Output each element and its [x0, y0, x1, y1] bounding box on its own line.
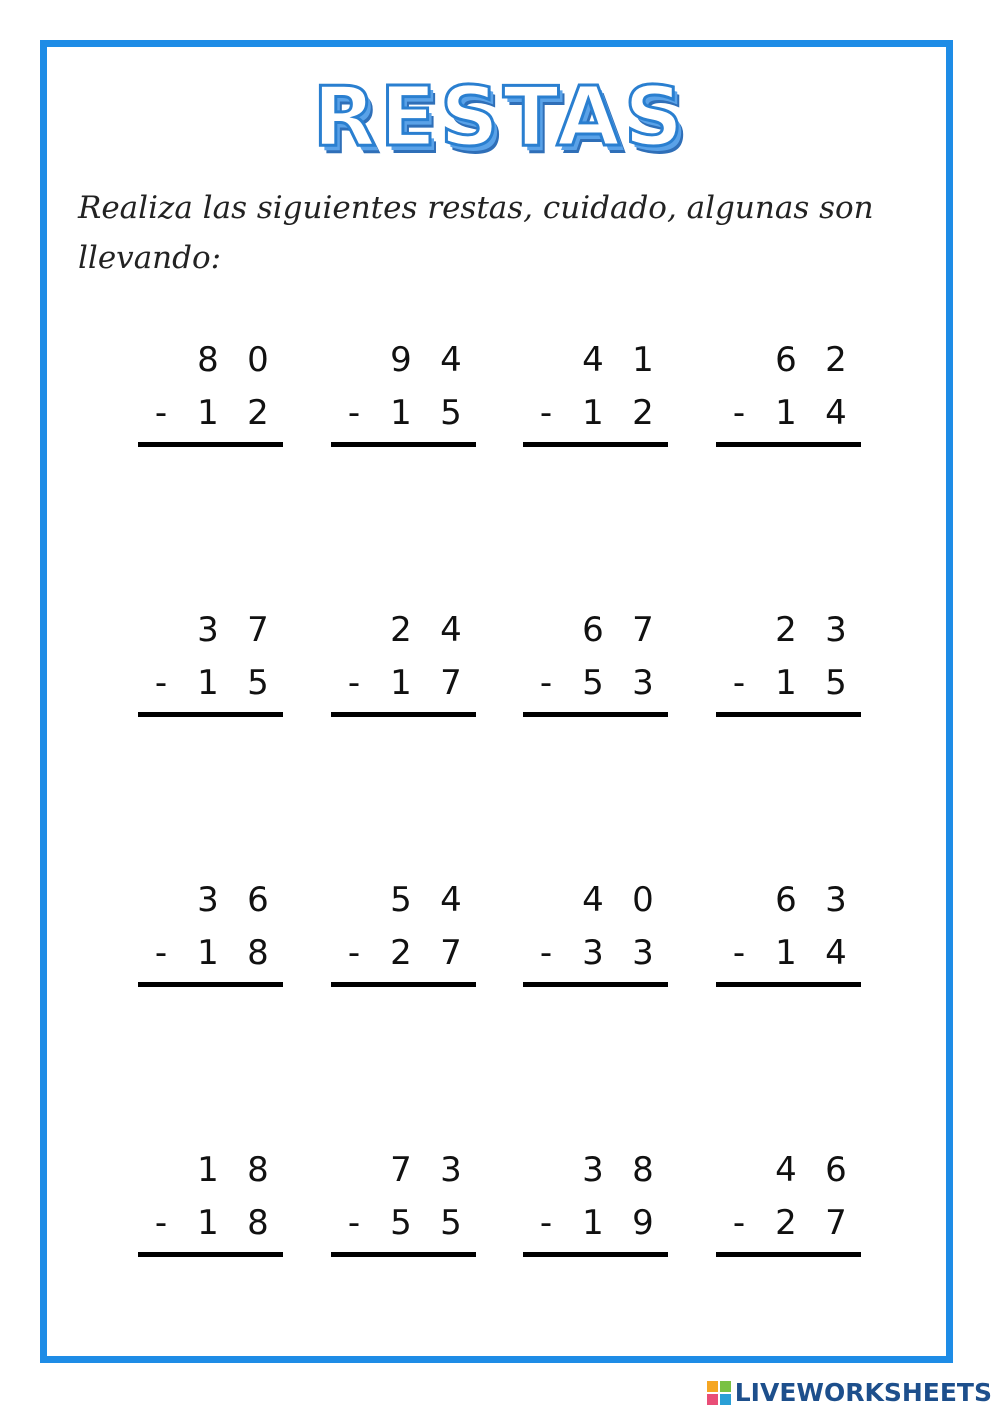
minuend-ones-digit: 6	[247, 880, 269, 920]
minuend-ones-digit: 8	[632, 1150, 654, 1190]
answer-line	[331, 1252, 476, 1257]
minuend-ones-digit: 0	[247, 340, 269, 380]
minuend	[138, 340, 283, 390]
minus-sign: -	[732, 393, 746, 433]
subtraction-problem	[138, 610, 283, 720]
subtraction-problem	[331, 340, 476, 450]
subtrahend-tens-digit: 1	[775, 663, 797, 703]
subtrahend-tens-digit: 2	[390, 933, 412, 973]
subtrahend	[523, 393, 668, 443]
subtraction-problem	[716, 880, 861, 990]
subtrahend	[331, 393, 476, 443]
minus-sign: -	[347, 663, 361, 703]
subtrahend	[716, 933, 861, 983]
minuend	[523, 610, 668, 660]
subtrahend-tens-digit: 3	[582, 933, 604, 973]
minuend-ones-digit: 1	[632, 340, 654, 380]
subtraction-problem	[716, 340, 861, 450]
subtraction-problem	[716, 1150, 861, 1260]
answer-line	[331, 712, 476, 717]
minuend	[716, 340, 861, 390]
subtraction-problem	[331, 880, 476, 990]
minus-sign: -	[154, 1203, 168, 1243]
subtrahend	[716, 1203, 861, 1253]
subtrahend	[331, 933, 476, 983]
minuend-ones-digit: 2	[825, 340, 847, 380]
subtrahend-tens-digit: 5	[390, 1203, 412, 1243]
minus-sign: -	[154, 933, 168, 973]
minuend-tens-digit: 4	[775, 1150, 797, 1190]
subtrahend-ones-digit: 7	[440, 933, 462, 973]
minuend-ones-digit: 8	[247, 1150, 269, 1190]
answer-line	[523, 712, 668, 717]
subtraction-problem	[523, 880, 668, 990]
subtrahend-tens-digit: 1	[197, 393, 219, 433]
minuend	[716, 1150, 861, 1200]
answer-line	[138, 442, 283, 447]
subtrahend-ones-digit: 8	[247, 933, 269, 973]
subtraction-problem	[716, 610, 861, 720]
subtrahend	[523, 1203, 668, 1253]
minuend-ones-digit: 6	[825, 1150, 847, 1190]
subtraction-problem	[331, 610, 476, 720]
minus-sign: -	[732, 933, 746, 973]
minuend-ones-digit: 4	[440, 610, 462, 650]
answer-line	[138, 1252, 283, 1257]
subtrahend-tens-digit: 1	[197, 663, 219, 703]
minuend	[138, 880, 283, 930]
subtrahend-ones-digit: 9	[632, 1203, 654, 1243]
minuend-ones-digit: 3	[825, 610, 847, 650]
answer-line	[138, 712, 283, 717]
answer-line	[523, 982, 668, 987]
minuend-tens-digit: 2	[775, 610, 797, 650]
logo-square	[720, 1394, 731, 1405]
subtraction-problem	[138, 1150, 283, 1260]
subtraction-problem	[523, 610, 668, 720]
minus-sign: -	[154, 663, 168, 703]
subtraction-problem	[138, 880, 283, 990]
subtrahend-tens-digit: 1	[775, 933, 797, 973]
subtrahend-tens-digit: 1	[390, 663, 412, 703]
subtrahend-ones-digit: 3	[632, 933, 654, 973]
subtrahend	[716, 393, 861, 443]
minuend	[523, 880, 668, 930]
minuend-tens-digit: 5	[390, 880, 412, 920]
answer-line	[716, 1252, 861, 1257]
subtrahend-tens-digit: 1	[197, 1203, 219, 1243]
minuend-tens-digit: 3	[197, 610, 219, 650]
minus-sign: -	[154, 393, 168, 433]
minuend	[523, 1150, 668, 1200]
subtrahend	[138, 393, 283, 443]
minuend	[331, 340, 476, 390]
minus-sign: -	[539, 393, 553, 433]
subtrahend-ones-digit: 2	[247, 393, 269, 433]
minuend	[138, 610, 283, 660]
minuend	[523, 340, 668, 390]
subtraction-problem	[138, 340, 283, 450]
minuend-tens-digit: 4	[582, 340, 604, 380]
minuend-ones-digit: 4	[440, 880, 462, 920]
minuend	[331, 1150, 476, 1200]
logo-square	[720, 1381, 731, 1392]
minuend	[331, 880, 476, 930]
subtrahend-ones-digit: 4	[825, 393, 847, 433]
minuend-ones-digit: 4	[440, 340, 462, 380]
subtrahend-tens-digit: 1	[775, 393, 797, 433]
minuend-tens-digit: 1	[197, 1150, 219, 1190]
minuend-ones-digit: 7	[632, 610, 654, 650]
logo-square	[707, 1381, 718, 1392]
subtrahend	[523, 933, 668, 983]
answer-line	[523, 1252, 668, 1257]
footer-brand	[707, 1378, 992, 1407]
minuend-tens-digit: 6	[582, 610, 604, 650]
minus-sign: -	[539, 1203, 553, 1243]
subtrahend-ones-digit: 5	[825, 663, 847, 703]
answer-line	[138, 982, 283, 987]
subtrahend-ones-digit: 7	[440, 663, 462, 703]
minuend	[716, 610, 861, 660]
subtrahend-tens-digit: 1	[390, 393, 412, 433]
subtrahend-tens-digit: 1	[197, 933, 219, 973]
minuend-tens-digit: 6	[775, 340, 797, 380]
logo-square	[707, 1394, 718, 1405]
subtrahend-tens-digit: 1	[582, 393, 604, 433]
subtrahend-ones-digit: 2	[632, 393, 654, 433]
minus-sign: -	[539, 663, 553, 703]
subtraction-problem	[523, 340, 668, 450]
page-title: RESTAS	[312, 70, 688, 165]
subtrahend	[138, 1203, 283, 1253]
minuend-tens-digit: 6	[775, 880, 797, 920]
subtrahend-ones-digit: 5	[247, 663, 269, 703]
minuend-ones-digit: 3	[825, 880, 847, 920]
minuend-ones-digit: 0	[632, 880, 654, 920]
subtrahend-tens-digit: 1	[582, 1203, 604, 1243]
minus-sign: -	[347, 393, 361, 433]
subtrahend-tens-digit: 2	[775, 1203, 797, 1243]
minuend-tens-digit: 3	[197, 880, 219, 920]
minuend-ones-digit: 3	[440, 1150, 462, 1190]
subtrahend	[138, 663, 283, 713]
minus-sign: -	[347, 933, 361, 973]
minuend-tens-digit: 2	[390, 610, 412, 650]
subtrahend	[331, 1203, 476, 1253]
subtrahend-ones-digit: 3	[632, 663, 654, 703]
answer-line	[523, 442, 668, 447]
minuend-tens-digit: 3	[582, 1150, 604, 1190]
brand-name: LIVEWORKSHEETS	[734, 1378, 992, 1407]
minuend	[716, 880, 861, 930]
answer-line	[716, 982, 861, 987]
minuend	[138, 1150, 283, 1200]
subtrahend	[331, 663, 476, 713]
subtrahend-ones-digit: 7	[825, 1203, 847, 1243]
subtrahend	[523, 663, 668, 713]
instructions-text: Realiza las siguientes restas, cuidado, algunas son llevando:	[78, 190, 874, 276]
minuend-tens-digit: 9	[390, 340, 412, 380]
minuend-tens-digit: 7	[390, 1150, 412, 1190]
minus-sign: -	[732, 1203, 746, 1243]
minus-sign: -	[347, 1203, 361, 1243]
liveworksheets-logo-icon	[707, 1381, 731, 1405]
minus-sign: -	[539, 933, 553, 973]
subtraction-problem	[523, 1150, 668, 1260]
subtrahend-ones-digit: 8	[247, 1203, 269, 1243]
minuend-ones-digit: 7	[247, 610, 269, 650]
answer-line	[331, 442, 476, 447]
minus-sign: -	[732, 663, 746, 703]
answer-line	[331, 982, 476, 987]
subtrahend	[716, 663, 861, 713]
subtrahend-ones-digit: 4	[825, 933, 847, 973]
subtrahend-ones-digit: 5	[440, 393, 462, 433]
subtrahend	[138, 933, 283, 983]
minuend-tens-digit: 4	[582, 880, 604, 920]
subtrahend-ones-digit: 5	[440, 1203, 462, 1243]
answer-line	[716, 442, 861, 447]
subtrahend-tens-digit: 5	[582, 663, 604, 703]
minuend	[331, 610, 476, 660]
minuend-tens-digit: 8	[197, 340, 219, 380]
answer-line	[716, 712, 861, 717]
subtraction-problem	[331, 1150, 476, 1260]
